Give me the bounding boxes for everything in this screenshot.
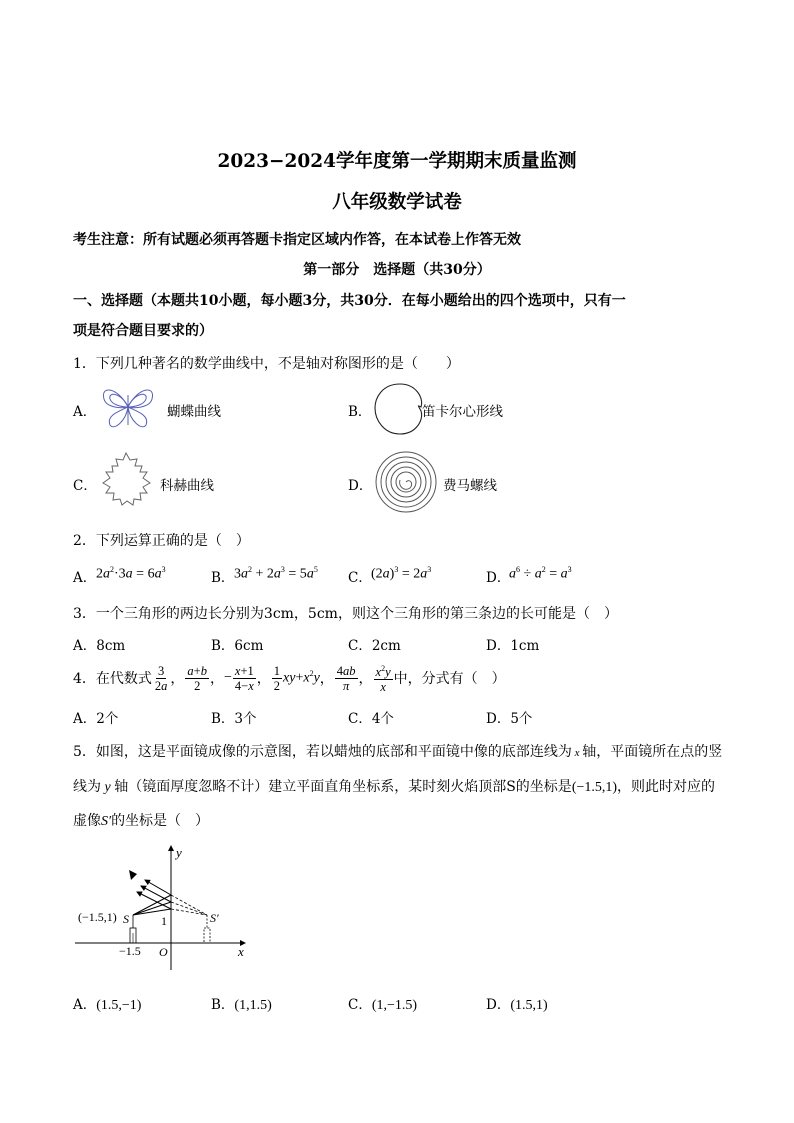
diagram-tick-y: 1: [161, 914, 167, 928]
q3-option-c: C．2cm: [348, 638, 401, 654]
q1-option-d-label: 费马螺线: [443, 478, 497, 494]
exam-title: 2023−2024学年度第一学期期末质量监测: [217, 151, 577, 172]
q2-option-b-math: $3a^2 + 2a^3 = 5a^5$: [234, 565, 318, 582]
fermat-spiral-icon: [374, 450, 438, 514]
q3-option-b: B．6cm: [211, 638, 264, 654]
q5-option-c: C．(1,−1.5): [348, 997, 418, 1013]
q4-option-a: A．2个: [73, 711, 119, 727]
q1-option-c-label: 科赫曲线: [160, 478, 214, 494]
question-3-stem: 3．一个三角形的两边长分别为3cm，5cm，则这个三角形的第三条边的长可能是（ ）: [73, 606, 618, 622]
q5-option-d: D．(1.5,1): [486, 997, 548, 1013]
diagram-s-prime: S′: [210, 911, 219, 925]
section-heading-line1: 一、选择题（本题共10小题，每小题3分，共30分．在每小题给出的四个选项中，只有一: [73, 293, 626, 309]
diagram-s-point: S: [123, 912, 129, 926]
question-5-line1: 5．如图，这是平面镜成像的示意图，若以蜡烛的底部和平面镜中像的底部连线为 x 轴，平面镜所在点的竖: [73, 744, 723, 760]
diagram-tick-x: −1.5: [119, 944, 141, 958]
question-1-stem: 1．下列几种著名的数学曲线中，不是轴对称图形的是（ ）: [73, 356, 460, 372]
q4-expr-6: $\frac{x^2y}{x}$: [375, 664, 391, 695]
part-heading: 第一部分 选择题（共30分）: [303, 262, 491, 278]
q4-expr-3: −: [223, 670, 232, 686]
q3-option-d: D．1cm: [486, 638, 540, 654]
q1-option-a-label: 蝴蝶曲线: [167, 404, 221, 420]
exam-notice: 考生注意：所有试题必须再答题卡指定区域内作答，在本试卷上作答无效: [73, 232, 521, 248]
q4-option-b: B．3个: [211, 711, 257, 727]
butterfly-curve-icon: [98, 385, 158, 431]
koch-snowflake-icon: [95, 450, 157, 508]
mirror-diagram: [75, 840, 255, 975]
diagram-x-label: x: [238, 944, 244, 959]
question-4-stem: 4．在代数式 $\frac{3}{2a}$ ， $\frac{a+b}{2}$ ， − $\frac{x+1}{4-x}$ ， $\frac{1}{2}$ $xy+x^2y$ ， $\frac{4ab}{\pi}$ ， $\frac{x^2y}{x}$ 中，分式有（ ）: [73, 663, 506, 695]
q4-option-d: D．5个: [486, 711, 533, 727]
q1-option-d-letter: D．: [348, 478, 373, 494]
question-2-stem: 2．下列运算正确的是（ ）: [73, 533, 250, 549]
q2-option-b-letter: B．: [211, 570, 235, 586]
q2-option-d-letter: D．: [486, 570, 511, 586]
q1-option-b-label: 笛卡尔心形线: [422, 404, 503, 420]
q5-option-a: A．(1.5,−1): [73, 997, 142, 1013]
exam-subtitle: 八年级数学试卷: [332, 192, 462, 213]
q4-expr-4: $\frac{1}{2}$: [273, 663, 281, 693]
q2-option-c-letter: C．: [348, 570, 372, 586]
q4-expr-5: $\frac{4ab}{\pi}$: [336, 663, 356, 693]
q1-option-b-letter: B．: [348, 404, 372, 420]
diagram-y-label: y: [176, 845, 182, 860]
q2-option-c-math: $(2a)^3 = 2a^3$: [371, 565, 432, 582]
question-5-line3: 虚像S′的坐标是（ ）: [73, 813, 210, 829]
question-5-line2: 线为 y 轴（镜面厚度忽略不计）建立平面直角坐标系，某时刻火焰顶部S的坐标是(−1.5,1)，则此时对应的: [73, 779, 716, 795]
candle-image: [204, 928, 210, 943]
q1-option-c-letter: C．: [73, 478, 97, 494]
section-heading-line2: 项是符合题目要求的）: [73, 323, 213, 339]
q4-expr-1: $\frac{3}{2a}$: [154, 663, 168, 693]
q2-option-a-math: $2a^2\cdot 3a = 6a^3$: [96, 565, 166, 582]
q4-expr-2: $\frac{a+b}{2}$: [187, 663, 207, 693]
q1-option-a-letter: A．: [73, 404, 97, 420]
diagram-s-label: (−1.5,1): [78, 910, 117, 924]
diagram-origin: O: [159, 945, 168, 959]
q2-option-a-letter: A．: [73, 570, 97, 586]
q2-option-d-math: $a^6 \div a^2 = a^3$: [509, 565, 572, 582]
eye-icon: [129, 870, 137, 880]
q5-option-b: B．(1,1.5): [211, 997, 272, 1013]
q3-option-a: A．8cm: [73, 638, 126, 654]
q4-option-c: C．4个: [348, 711, 394, 727]
